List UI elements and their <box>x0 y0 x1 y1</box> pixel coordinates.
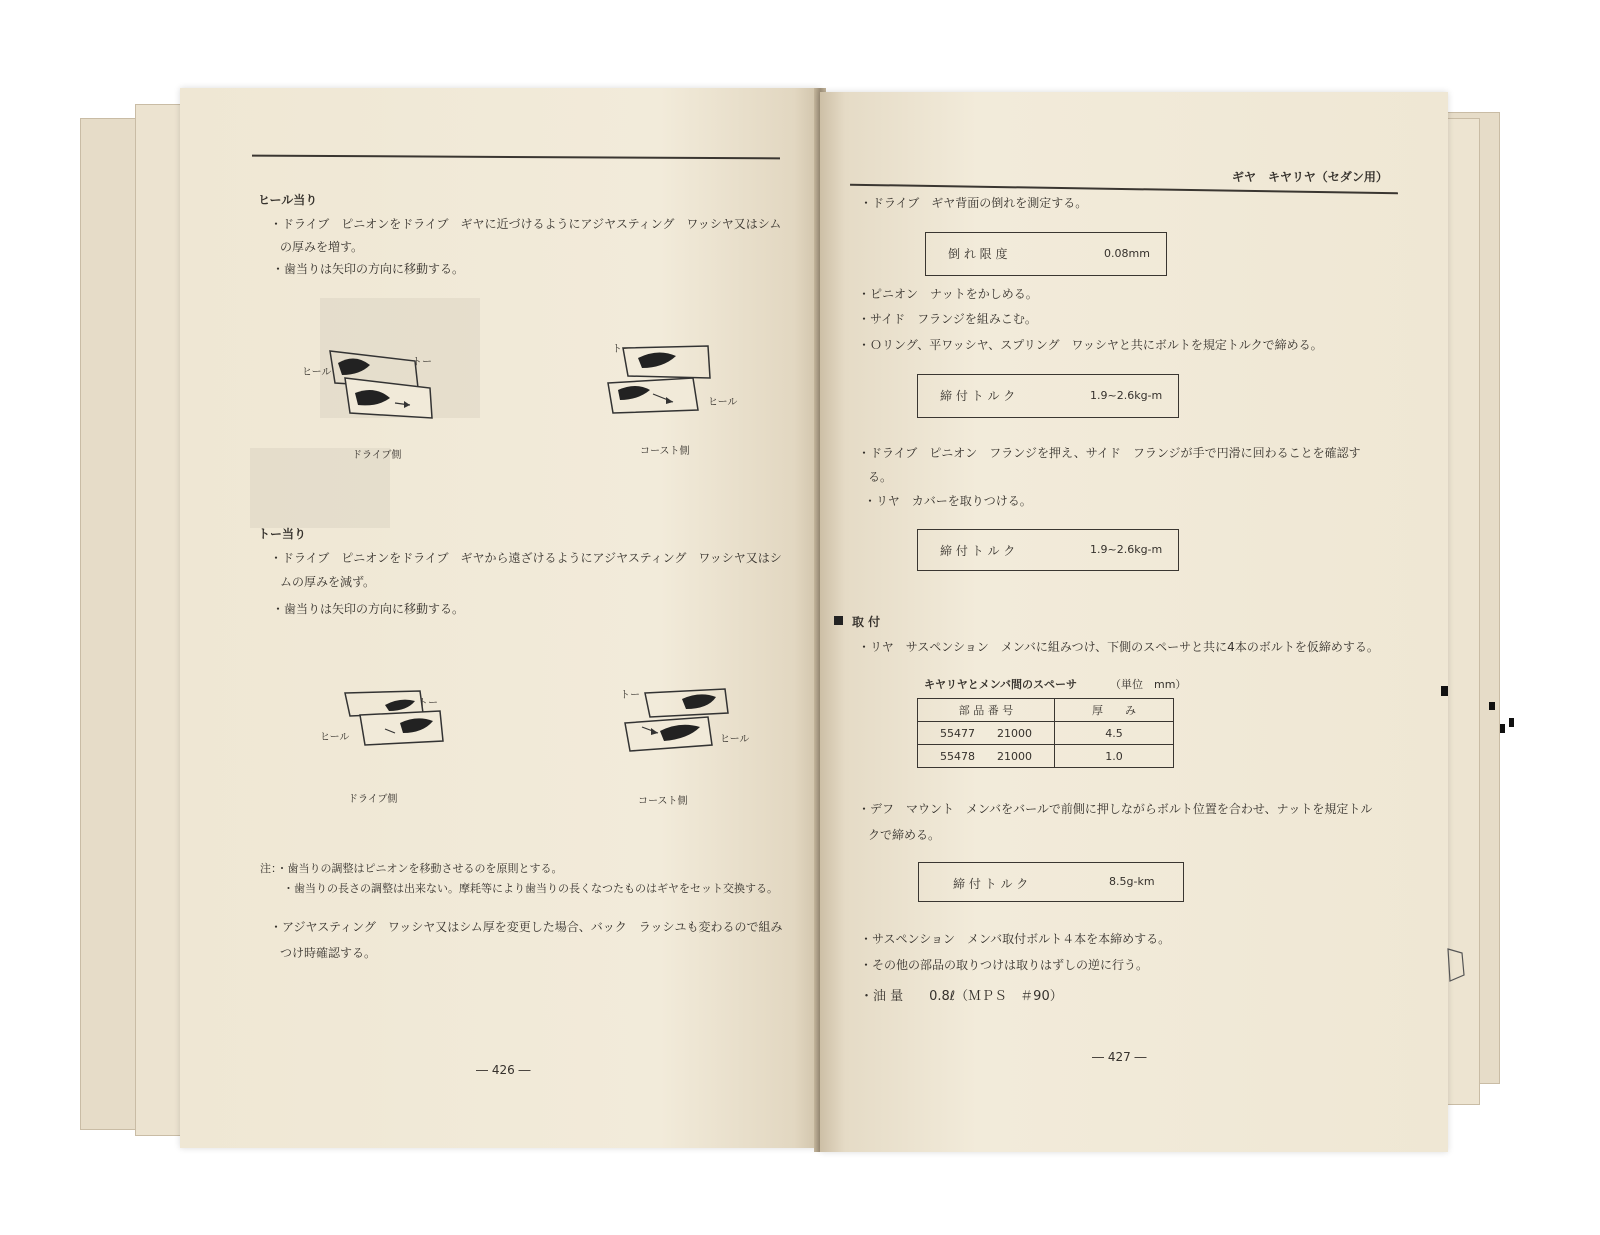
section-bullet-square <box>834 616 843 625</box>
part-number-header: 部 品 番 号 <box>918 699 1055 722</box>
toe-instruction-line1: ・ドライブ ピニオンをドライブ ギヤから遠ざけるようにアジヤスティング ワッシヤ又はシ <box>270 551 782 565</box>
table-row <box>918 745 1174 768</box>
heel-label: ヒール <box>320 732 350 743</box>
toe-label: トー <box>412 357 432 368</box>
step-stake-pinion-nut: ・ピニオン ナットをかしめる。 <box>858 287 1038 301</box>
torque-label: 締 付 ト ル ク <box>940 389 1016 403</box>
toe-coast-side-diagram <box>620 683 760 763</box>
right-page <box>820 92 1448 1152</box>
install-heading: 取 付 <box>852 615 881 629</box>
spacer-table <box>917 698 1174 768</box>
coast-side-caption: コースト側 <box>640 446 690 457</box>
page-number-427: ― 427 ― <box>1092 1050 1147 1064</box>
heel-label: ヒール <box>302 367 332 378</box>
toe-label: トー <box>612 344 632 355</box>
toe-label: トー <box>620 690 640 701</box>
left-page <box>180 88 820 1148</box>
note-line2: ・歯当りの長さの調整は出来ない。摩耗等により歯当りの長くなつたものはギヤをセット交換する。 <box>283 882 778 895</box>
coast-side-caption: コースト側 <box>638 796 688 807</box>
part-number-cell: 55477 21000 <box>918 722 1055 745</box>
thickness-cell: 4.5 <box>1055 722 1174 745</box>
toe-heading: トー当り <box>258 527 307 541</box>
toe-drive-side-diagram <box>325 683 475 763</box>
left-header-rule <box>252 155 780 160</box>
part-number-cell: 55478 21000 <box>918 745 1055 768</box>
torque-value: 8.5g-km <box>1109 875 1155 888</box>
thickness-cell: 1.0 <box>1055 745 1174 768</box>
step-tighten-bolts: ・Ｏリング、平ワッシヤ、スプリング ワッシヤと共にボルトを規定トルクで締める。 <box>858 338 1323 352</box>
heel-instruction-line2: の厚みを増す。 <box>280 240 364 254</box>
running-header: ギヤ キヤリヤ（セダン用） <box>1232 170 1388 184</box>
oil-quantity: ・油 量 0.8ℓ（ＭＰＳ ＃90） <box>860 989 1063 1004</box>
heel-instruction-line3: ・歯当りは矢印の方向に移動する。 <box>272 262 465 276</box>
toe-label: トー <box>418 698 438 709</box>
step-install-rear-cover: ・リヤ カバーを取りつける。 <box>864 494 1032 508</box>
table-header-row <box>918 699 1174 722</box>
torque-label: 締 付 ト ル ク <box>953 877 1029 891</box>
note-line1: 注：・歯当りの調整はピニオンを移動させるのを原則とする。 <box>260 862 563 875</box>
torque-label: 締 付 ト ル ク <box>940 544 1016 558</box>
step-diff-mount-line1: ・デフ マウント メンバをバールで前側に押しながらボルト位置を合わせ、ナットを規定トル <box>858 802 1373 816</box>
drive-side-caption: ドライブ側 <box>348 794 398 805</box>
index-tab-marker <box>1509 718 1514 727</box>
step-measure-runout: ・ドライブ ギヤ背面の倒れを測定する。 <box>860 196 1088 210</box>
torque-box-1 <box>917 374 1179 418</box>
heel-instruction-line1: ・ドライブ ピニオンをドライブ ギヤに近づけるようにアジヤスティング ワッシヤ又はシム <box>270 217 782 231</box>
step-reassemble-others: ・その他の部品の取りつけは取りはずしの逆に行う。 <box>860 958 1149 972</box>
right-header-rule <box>850 184 1398 195</box>
spacer-table-title: キヤリヤとメンバ間のスペーサ <box>924 678 1078 691</box>
adjust-line1: ・アジヤスティング ワッシヤ又はシム厚を変更した場合、バック ラッシユも変わるので組み <box>270 920 783 934</box>
runout-limit-box <box>925 232 1167 276</box>
runout-limit-label: 倒 れ 限 度 <box>948 247 1008 261</box>
step-check-flange-rotation-line2: る。 <box>868 470 893 484</box>
index-tab-marker <box>1489 702 1495 710</box>
page-fold-corner <box>1446 945 1468 985</box>
index-tab-marker <box>1441 686 1448 696</box>
step-final-tighten: ・サスペンション メンバ取付ボルト４本を本締めする。 <box>860 932 1171 946</box>
heel-heading: ヒール当り <box>258 193 318 207</box>
adjust-line2: つけ時確認する。 <box>280 946 377 960</box>
spacer-table-unit: （単位 mm） <box>1110 678 1187 691</box>
step-check-flange-rotation-line1: ・ドライブ ピニオン フランジを押え、サイド フランジが手で円滑に回わることを確認す <box>858 446 1361 460</box>
torque-value: 1.9~2.6kg-m <box>1090 543 1163 556</box>
step-diff-mount-line2: クで締める。 <box>868 828 941 842</box>
page-number-426: ― 426 ― <box>476 1063 531 1077</box>
drive-side-caption: ドライブ側 <box>352 450 402 461</box>
toe-instruction-line2: ムの厚みを減ず。 <box>280 575 376 589</box>
toe-instruction-line3: ・歯当りは矢印の方向に移動する。 <box>272 602 465 616</box>
heel-label: ヒール <box>708 397 738 408</box>
step-assemble-side-flange: ・サイド フランジを組みこむ。 <box>858 312 1037 326</box>
heel-label: ヒール <box>720 734 750 745</box>
table-row <box>918 722 1174 745</box>
torque-box-2 <box>917 529 1179 571</box>
thickness-header: 厚 み <box>1055 699 1174 722</box>
torque-box-3 <box>918 862 1184 902</box>
step-mount-to-suspension: ・リヤ サスペンション メンバに組みつけ、下側のスペーサと共に4本のボルトを仮締めする。 <box>858 640 1379 654</box>
index-tab-marker <box>1500 724 1505 733</box>
torque-value: 1.9~2.6kg-m <box>1090 389 1163 402</box>
runout-limit-value: 0.08mm <box>1104 247 1150 260</box>
